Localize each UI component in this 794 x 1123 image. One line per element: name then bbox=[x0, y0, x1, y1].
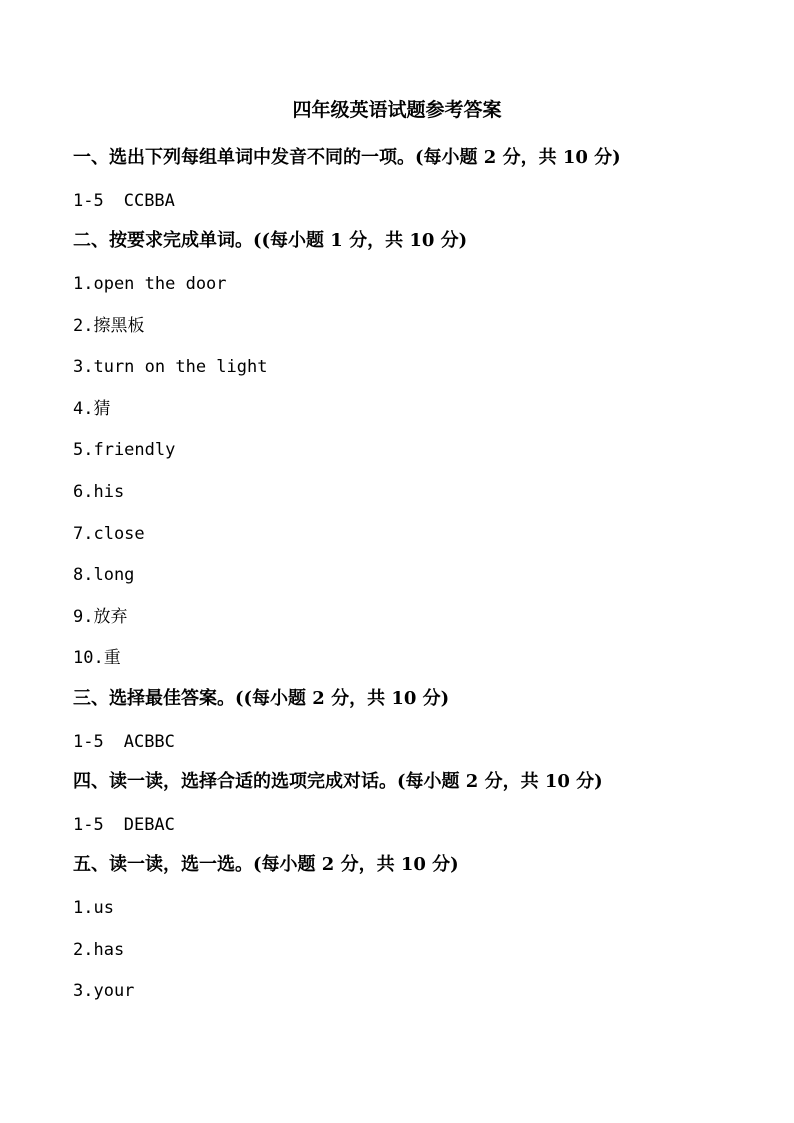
section-2-item-3: 3.turn on the light bbox=[73, 357, 268, 377]
section-2-item-10: 10.重 bbox=[73, 648, 121, 668]
section-5-item-1: 1.us bbox=[73, 898, 114, 918]
section-3-answer bbox=[73, 730, 175, 754]
section-2-item-7: 7.close bbox=[73, 524, 145, 544]
section-2-item-2: 2.擦黑板 bbox=[73, 316, 145, 336]
answer-value: CCBBA bbox=[123, 191, 175, 211]
section-3-heading: 三、选择最佳答案。((每小题 2 分，共 10 分) bbox=[73, 688, 450, 709]
section-5-item-3: 3.your bbox=[73, 981, 135, 1001]
section-2-item-4: 4.猜 bbox=[73, 399, 111, 419]
section-1-heading: 一、选出下列每组单词中发音不同的一项。(每小题 2 分，共 10 分) bbox=[73, 147, 621, 168]
section-5-heading: 五、读一读，选一选。(每小题 2 分，共 10 分) bbox=[73, 854, 459, 875]
section-2-item-5: 5.friendly bbox=[73, 440, 176, 460]
section-4-answer bbox=[73, 813, 175, 837]
answer-range: 1-5 bbox=[73, 732, 104, 752]
section-4-heading: 四、读一读，选择合适的选项完成对话。(每小题 2 分，共 10 分) bbox=[73, 771, 603, 792]
section-2-item-1: 1.open the door bbox=[73, 274, 227, 294]
section-2-item-9: 9.放弃 bbox=[73, 607, 128, 627]
answer-value: ACBBC bbox=[123, 732, 175, 752]
answer-range: 1-5 bbox=[73, 815, 104, 835]
section-1-answer bbox=[73, 189, 175, 213]
section-2-item-6: 6.his bbox=[73, 482, 125, 502]
document-title: 四年级英语试题参考答案 bbox=[292, 99, 502, 121]
section-2-heading: 二、按要求完成单词。((每小题 1 分，共 10 分) bbox=[73, 230, 468, 251]
section-5-item-2: 2.has bbox=[73, 940, 125, 960]
section-2-item-8: 8.long bbox=[73, 565, 135, 585]
answer-range: 1-5 bbox=[73, 191, 104, 211]
answer-value: DEBAC bbox=[123, 815, 175, 835]
